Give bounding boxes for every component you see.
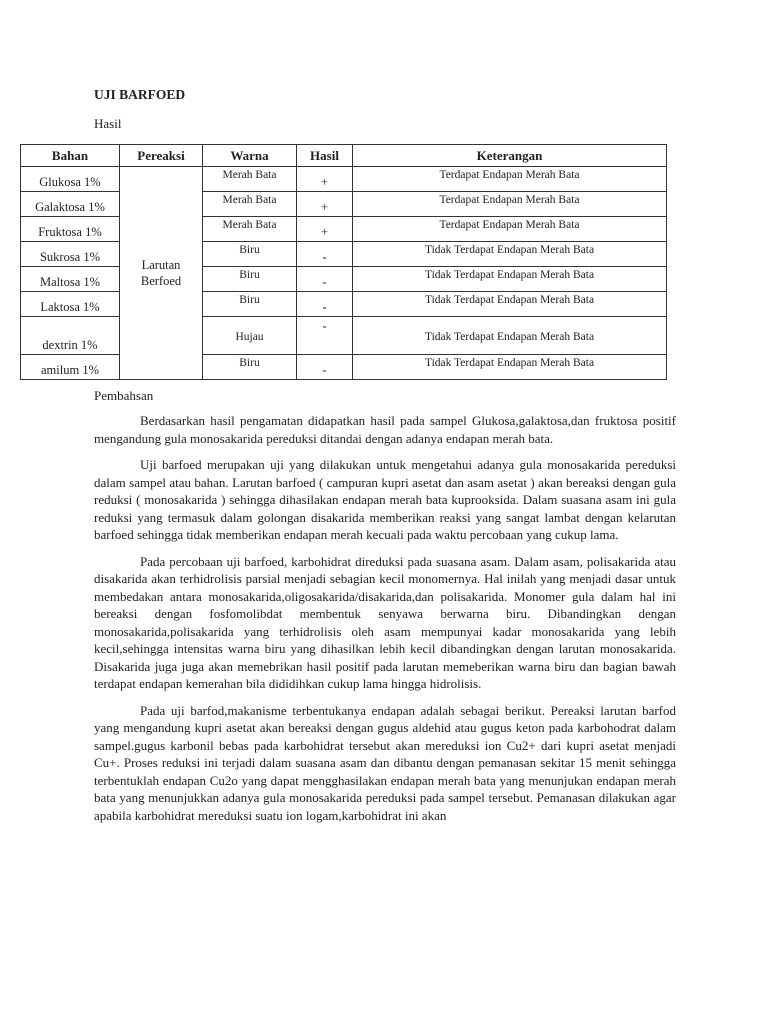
cell-bahan: amilum 1%: [21, 355, 120, 380]
cell-warna: Biru: [203, 267, 297, 292]
page-title: UJI BARFOED: [94, 87, 186, 102]
cell-keterangan: Tidak Terdapat Endapan Merah Bata: [353, 317, 667, 355]
cell-pereaksi: [120, 167, 203, 380]
table-row: [21, 355, 667, 380]
header-bahan: Bahan: [21, 145, 120, 167]
cell-hasil: -: [297, 267, 353, 292]
header-warna: Warna: [203, 145, 297, 167]
paragraph: Uji barfoed merupakan uji yang dilakukan untuk mengetahui adanya gula monosakarida pereduksi dalam sampel atau bahan. Larutan barfoed ( campuran kupri asetat dan asam asetat ) akan bereaksi dengan gula reduksi ( monosakarida ) sehingga dihasilakan endapan merah bata kuprooksida. Dalam suasana asam ini gula reduksi yang termasuk dalam golongan disakarida memberikan reaksi yang sangat lambat dengan kelarutan barfoed sehingga tidak memberikan endapan merah kecuali pada waktu percobaan yang cukup lama.: [94, 457, 676, 542]
paragraph: Pada percobaan uji barfoed, karbohidrat direduksi pada suasana asam. Dalam asam, polisakarida atau disakarida akan terhidrolisis parsial menjadi sebagian kecil monomernya. Hal inilah yang menjadi dasar untuk membedakan antara monosakarida,oligosakarida/disakarida,dan polisakarida. Monomer gula dalam hal ini bereaksi dengan fosfomolibdat membentuk senyawa berwarna biru. Dibandingkan dengan monosakarida,polisakarida yang terhidrolisis oleh asam mempunyai kadar monosakarida yang lebih kecil,sehingga intensitas warna biru yang dihasilkan lebih kecil dibandingkan dengan larutan monosakarida. Disakarida juga juga akan memebrikan hasil positif pada larutan memeberikan warna biru dan bagian bawah terdapat endapan kemerahan bila dididihkan cukup lama hingga hidrolisis.: [94, 553, 676, 691]
cell-warna: Merah Bata: [203, 167, 297, 192]
results-table: [20, 144, 667, 380]
cell-bahan: Glukosa 1%: [21, 167, 120, 192]
cell-keterangan: Tidak Terdapat Endapan Merah Bata: [353, 267, 667, 292]
cell-hasil: -: [297, 292, 353, 317]
table-row: [21, 292, 667, 317]
header-keterangan: Keterangan: [353, 145, 667, 167]
cell-warna: Biru: [203, 292, 297, 317]
cell-bahan: Sukrosa 1%: [21, 242, 120, 267]
cell-keterangan: Tidak Terdapat Endapan Merah Bata: [353, 292, 667, 317]
cell-keterangan: Terdapat Endapan Merah Bata: [353, 167, 667, 192]
cell-bahan: dextrin 1%: [21, 317, 120, 355]
header-pereaksi: Pereaksi: [120, 145, 203, 167]
hasil-label: Hasil: [94, 116, 122, 131]
cell-warna: Merah Bata: [203, 192, 297, 217]
cell-warna: Biru: [203, 355, 297, 380]
cell-keterangan: Terdapat Endapan Merah Bata: [353, 217, 667, 242]
cell-hasil: +: [297, 167, 353, 192]
pereaksi-line1: Larutan: [141, 258, 181, 272]
table-row: [21, 317, 667, 355]
cell-hasil: +: [297, 217, 353, 242]
cell-bahan: Maltosa 1%: [21, 267, 120, 292]
cell-hasil: -: [297, 317, 353, 355]
table-row: [21, 192, 667, 217]
cell-bahan: Laktosa 1%: [21, 292, 120, 317]
cell-keterangan: Terdapat Endapan Merah Bata: [353, 192, 667, 217]
paragraph: Berdasarkan hasil pengamatan didapatkan hasil pada sampel Glukosa,galaktosa,dan fruktosa positif mengandung gula monosakarida pereduksi ditandai dengan adanya endapan merah bata.: [94, 413, 676, 446]
cell-warna: Biru: [203, 242, 297, 267]
table-row: [21, 267, 667, 292]
paragraph: Pada uji barfod,makanisme terbentukanya endapan adalah sebagai berikut. Pereaksi larutan barfod yang mengandung kupri asetat akan bereaksi dengan gugus aldehid atau gugus keton pada karbohodrat dalam sampel.gugus karbonil bebas pada karbohidrat tersebut akan mereduksi ion Cu2+ dari kupri asetat menjadi Cu+. Proses reduksi ini terjadi dalam suasana asam dan dibantu dengan pemanasan sekitar 15 menit sehingga terbentuklah endapan Cu2o yang dapat mengghasilakan endapan merah bata yang menunjukan endapan merah bata yang menunjukkan adanya gula monosakarida pereduksi pada sampel tersebut. Pemanasan dilakukan agar apabila karbohidrat mereduksi suatu ion logam,karbohidrat ini akan: [94, 702, 676, 823]
cell-bahan: Fruktosa 1%: [21, 217, 120, 242]
cell-keterangan: Tidak Terdapat Endapan Merah Bata: [353, 355, 667, 380]
section-label-pembahasan: Pembahsan: [94, 388, 154, 403]
cell-hasil: -: [297, 355, 353, 380]
cell-warna: Hujau: [203, 317, 297, 355]
cell-bahan: Galaktosa 1%: [21, 192, 120, 217]
table-row: [21, 167, 667, 192]
cell-hasil: +: [297, 192, 353, 217]
table-header-row: [21, 145, 667, 167]
pereaksi-line2: Berfoed: [140, 274, 182, 288]
header-hasil: Hasil: [297, 145, 353, 167]
cell-hasil: -: [297, 242, 353, 267]
cell-warna: Merah Bata: [203, 217, 297, 242]
cell-keterangan: Tidak Terdapat Endapan Merah Bata: [353, 242, 667, 267]
table-row: [21, 242, 667, 267]
table-row: [21, 217, 667, 242]
discussion-body: [94, 412, 676, 833]
